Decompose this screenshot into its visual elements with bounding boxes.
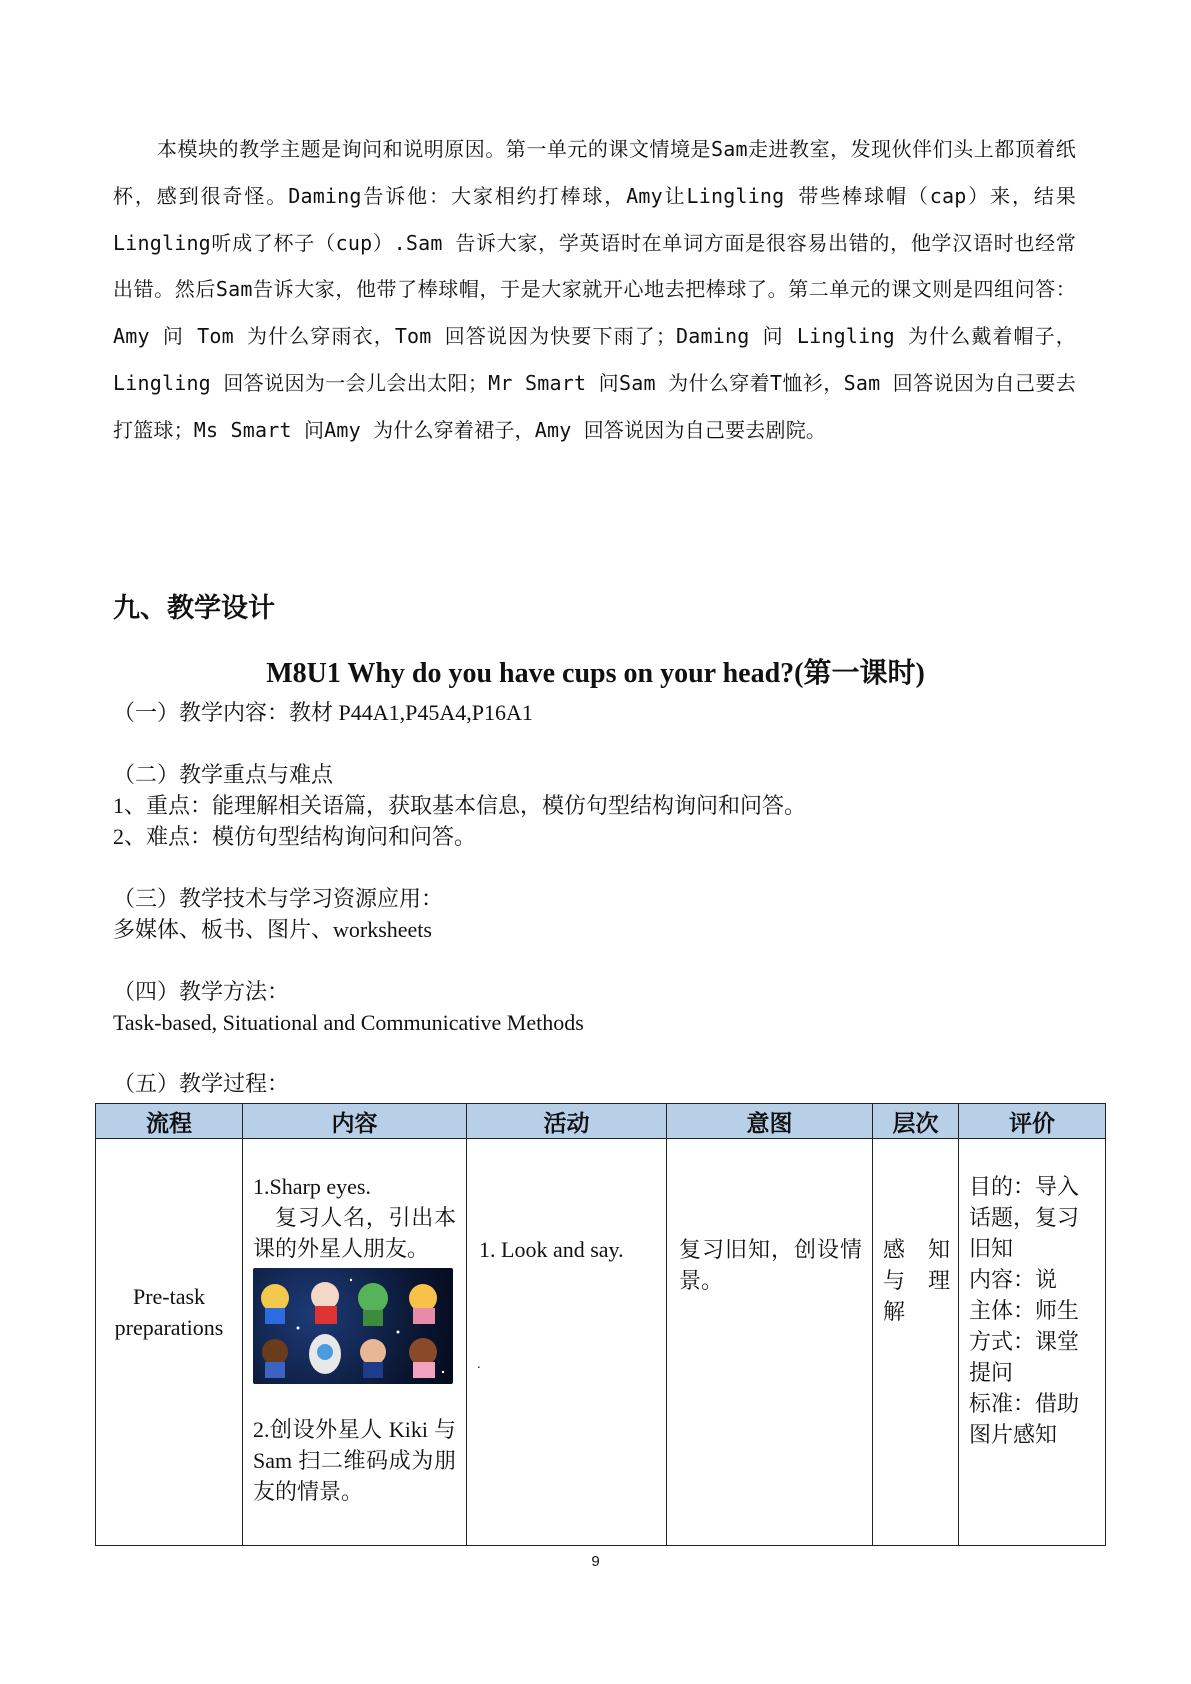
- intent-cell: [667, 1139, 873, 1546]
- section-heading: 九、教学设计: [113, 593, 275, 624]
- header-cell: 意图: [667, 1104, 873, 1139]
- key-points-heading: （二）教学重点与难点: [113, 762, 334, 787]
- teaching-content-line: （一）教学内容：教材 P44A1,P45A4,P16A1: [113, 700, 533, 725]
- table-row: [96, 1139, 1106, 1546]
- process-heading: （五）教学过程：: [113, 1071, 290, 1096]
- lesson-title: M8U1 Why do you have cups on your head?(第一课时): [266, 658, 925, 689]
- level-cell: [873, 1139, 959, 1546]
- cartoon-characters-image: [253, 1268, 453, 1384]
- activity-dot: .: [477, 1357, 481, 1372]
- header-cell: 层次: [873, 1104, 959, 1139]
- tech-items-line: 多媒体、板书、图片、worksheets: [113, 917, 432, 942]
- content-item-1-description: 复习人名，引出本课的外星人朋友。: [253, 1205, 456, 1261]
- intent-text: 复习旧知，创设情景。: [679, 1237, 862, 1293]
- evaluation-purpose: 目的：导入话题，复习旧知: [969, 1174, 1080, 1261]
- tech-heading: （三）教学技术与学习资源应用：: [113, 886, 444, 911]
- content-item-1: 1.Sharp eyes.: [253, 1174, 371, 1199]
- content-item-2: 2.创设外星人 Kiki 与 Sam 扫二维码成为朋友的情景。: [253, 1417, 456, 1504]
- evaluation-content: 内容：说: [969, 1267, 1058, 1292]
- methods-line: Task-based, Situational and Communicative Methods: [113, 1010, 584, 1035]
- evaluation-cell: [959, 1139, 1106, 1546]
- stage-cell: [96, 1139, 243, 1546]
- key-point-line: 1、重点：能理解相关语篇，获取基本信息，模仿句型结构询问和问答。: [113, 793, 807, 818]
- method-heading: （四）教学方法：: [113, 979, 290, 1004]
- evaluation-subject: 主体：师生: [969, 1298, 1080, 1323]
- stage-label: Pre-task preparations: [114, 1284, 224, 1340]
- activity-text: 1. Look and say.: [479, 1237, 624, 1262]
- level-char: 理: [927, 1268, 950, 1293]
- evaluation-method: 方式：课堂提问: [969, 1329, 1080, 1385]
- header-cell: 活动: [467, 1104, 667, 1139]
- table-header-row: [96, 1104, 1106, 1139]
- level-char: 感: [883, 1237, 906, 1262]
- level-char: 与: [883, 1268, 906, 1293]
- evaluation-standard: 标准：借助图片感知: [969, 1391, 1080, 1447]
- intro-paragraph: 本模块的教学主题是询问和说明原因。第一单元的课文情境是Sam走进教室，发现伙伴们头上都顶着纸杯，感到很奇怪。Daming告诉他：大家相约打棒球，Amy让Lingling 带些棒球帽（cap）来，结果Lingling听成了杯子（cup）.Sam 告诉大家，学英语时在单词方面是很容易出错的，他学汉语时也经常出错。然后Sam告诉大家，他带了棒球帽，于是大家就开心地去把棒球了。第二单元的课文则是四组问答：Amy 问 Tom 为什么穿雨衣，Tom 回答说因为快要下雨了；Daming 问 Lingling 为什么戴着帽子，Lingling 回答说因为一会儿会出太阳；Mr Smart 问Sam 为什么穿着T恤衫，Sam 回答说因为自己要去打篮球；Ms Smart 问Amy 为什么穿着裙子，Amy 回答说因为自己要去剧院。: [113, 137, 1076, 442]
- page-number: 9: [591, 1553, 600, 1570]
- activity-cell: [467, 1139, 667, 1546]
- difficulty-line: 2、难点：模仿句型结构询问和问答。: [113, 824, 477, 849]
- header-cell: 流程: [96, 1104, 243, 1139]
- teaching-process-table: [95, 1103, 1106, 1546]
- cartoon-characters-illustration: [253, 1268, 453, 1384]
- level-char: 知: [927, 1237, 950, 1262]
- content-cell: [243, 1139, 467, 1546]
- header-cell: 内容: [243, 1104, 467, 1139]
- level-char: 解: [883, 1299, 906, 1324]
- header-cell: 评价: [959, 1104, 1106, 1139]
